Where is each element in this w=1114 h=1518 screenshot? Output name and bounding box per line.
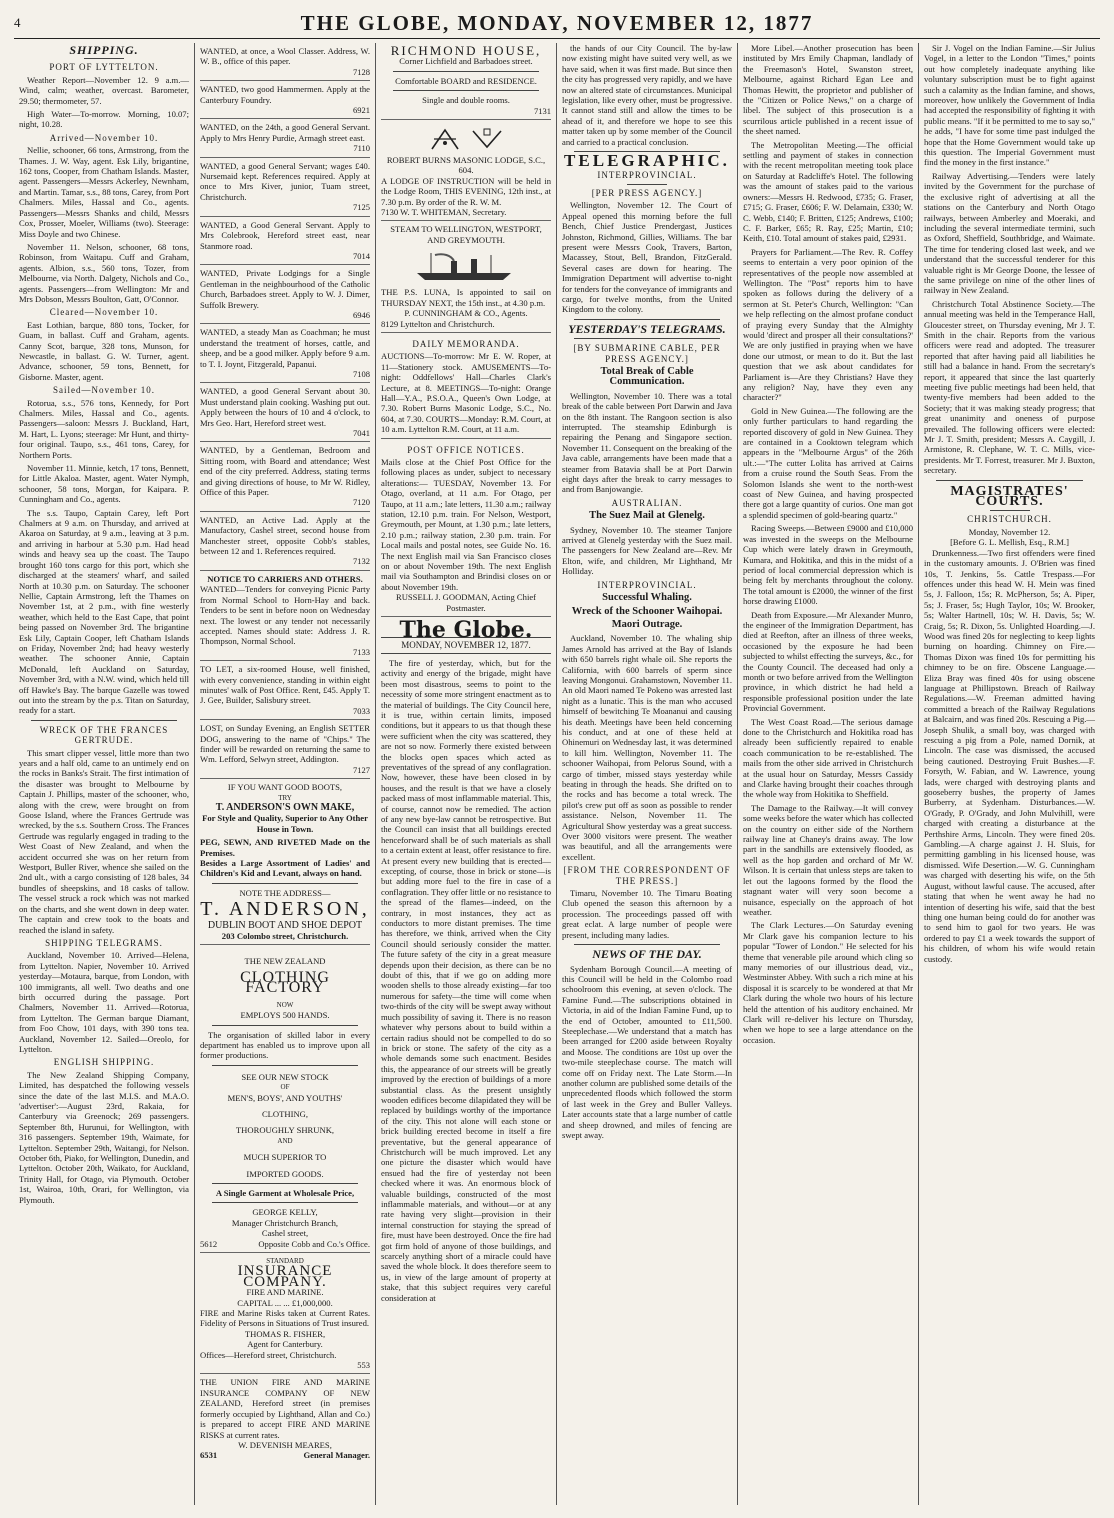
ad-union-insurance: THE UNION FIRE AND MARINE INSURANCE COMPANY OF NEW ZEALAND, Hereford street (in premises formerly occupied by Lighthand, Allan and Co.) is prepared to accept FIRE AND MARINE RISKS at current rates. W. DEVENISH MEARES, 6531 General Manager. [200,1377,370,1461]
cable-break-article: Wellington, November 10. There was a total break of the cable between Port Darwin and Java on the 8th instant. The Rangoon section is also interrupted. The steamship Edinburgh is repairing the Penang and Singapore section. November 11. Consequent on the breaking of the Java cable, arrangements have been made that a steamer from Batavia shall be at Port Darwin eight days after the break to carry messages to and from Banjowangie. [562,390,732,495]
column-news [738,43,919,1505]
ad-lost-dog: LOST, on Sunday Evening, an English SETTER DOG, answering to the name of "Chips." The finder will be rewarded on returning the same to Wm. Lefford, Selwyn street, Addington. 7127 [200,720,370,779]
english-shipping: The New Zealand Shipping Company, Limited, has despatched the following vessels since the date of the last M.I.S. and M.A.O. 'advertiser':—August 23rd, Rakaia, for Canterbury via Greenock; 269 passengers. September 8th, Hurunui, for Wellington, with 316 passengers. September 19th, Waimate, for Lyttelton. September 29th, Waitangi, for Nelson. October 6th, Piako, for Wellington, Dunedin, and Lyttelton. October 20th, Waikato, for Auckland, Trinity Hall, for Otago, via Plymouth. October 1st, Wairoa, 10th, Orari, for Wellington, via Plymouth. [19,1069,189,1205]
page-title: THE GLOBE, MONDAY, NOVEMBER 12, 1877 [300,10,814,35]
column-shipping [14,43,195,1505]
ad-servant: WANTED, a Good General Servant. Apply to Mrs Colebrook, Hereford street east, near Stanmore road. 7014 [200,217,370,266]
arrivals-nov11: November 11. Nelson, schooner, 68 tons, Robinson, from Waitapu. Cuff and Graham, agents. Albion, s.s., 560 tons, Tozer, from Melbourne, via North. Dalgety, Nichols and Co., agents. Passengers—from Wellington: Mr and Mrs Dobson, Messrs Boulton, Gatt, O'Connor. [19,241,189,304]
ad-standard-insurance: STANDARD INSURANCE COMPANY. FIRE AND MARINE. CAPITAL ... ... £1,000,000. FIRE and Marine Risks taken at Current Rates. Fidelity of Persons in Situations of Trust insured. THOMAS R. FISHER, Agent for Canterbury. Offices—Hereford street, Christchurch. 553 [200,1253,370,1374]
section-heading: SHIPPING. [69,43,139,57]
yesterdays-telegrams-heading: YESTERDAY'S TELEGRAMS. [568,321,726,336]
steamship-icon [411,249,521,283]
ad-clothing-factory: THE NEW ZEALAND CLOTHING FACTORY NOW EMPLOYS 500 HANDS. The organisation of skilled labor in every department has enabled us to improve upon all former productions. SEE OUR NEW STOCK OF MEN'S, BOYS', AND YOUTHS' CLOTHING, THOROUGHLY SHRUNK, AND MUCH SUPERIOR TO IMPORTED GOODS. A Single Garment at Wholesale Price, GEORGE KELLY, Manager Christchurch Branch, Cashel street, 5612 Opposite Cobb and Co.'s Office. [200,945,370,1253]
maori-outrage-article: Auckland, November 10. The whaling ship James Arnold has arrived at the Bay of Islands with 650 barrels right whale oil. She reports the California, with 600 barrels of sperm since leaving Mongonui. Grahamstown, November 11. An old Maori named Te Pokeno was arrested last night as a lunatic. This is the man who accused himself of bewitching Te Moananui and causing his death. Meetings have been held concerning his conduct, and at one of these held at Ohinemuri on Wednesday last, it was determined to kill him. Wellington, November 11. The schooner Waihopai, from Pelorus Sound, with a cargo of timber, missed stays yesterday while beating in through the heads. She drifted on to the rocks and has become a total wreck. The pilot's crew put off as soon as possible to render assistance. Nelson, November 11. The Agricultural Show yesterday was a great success. Over 3000 visitors were present. The weather was beautiful, and all the arrangements were excellent. [562,633,732,862]
court-reports: Drunkenness.—Two first offenders were fined in the customary amounts. J. O'Brien was fined 10s, T. Jenkins, 5s. Cattle Trespass.—For offences under this head W. H. Mein was fined 5s, J. Falloon, 15s; R. McPherson, 5s; A. Piper, 5s; J. Fraser, 5s; Hugh Taylor, 10s; W. Brooker, 5s; Walter Hartnell, 10s; W. H. Davis, 5s; W. Craig, 5s; R. Dixon, 5s. Unlighted Hoarding.—J. Wood was fined 20s for neglecting to keep lights burning on hoarding. Chimney on Fire.—Thomas Dixon was fined 10s for permitting his chimney to be on fire. Obscene Language.—Eliza Bray was fined 40s for using obscene language at Phillipstown. Breach of Railway Regulations.—W. Freeman admitted having committed a breach of the Railway Regulations at Balcairn, and was fined 20s. Rescuing a Pig.—Joseph Shulik, a small boy, was charged with rescuing a pig from a Pole, named Dornik, at Lincoln. The case was dismissed, the accused being cautioned. Destroying Fruit Bushes.—F. Forsyth, W. Fabian, and W. Lawrence, young lads, were charged with destroying plants and gooseberry bushes, the property of James Burberry, at Sydenham. Disturbances.—W. O'Grady, P. O'Grady, and John Mulvihill, were charged with creating a disturbance at the Perthshire Arms, Lincoln. They were fined 20s. Gambling.—A charge against J. H. Sluis, for permitting gambling in his licensed house, was dismissed. Wife Desertion.—W. G. Cunningham was charged with deserting his wife, on the 5th August, without lawful cause. The accused, after stating that when he went away he had no intention of deserting his wife, said that the best thing one human being could do for another was to send him to gaol for two years. He was ordered to pay £1 a week towards the support of his children, of whom his wife would retain custody. [924,547,1095,964]
ad-masonic-lodge: ROBERT BURNS MASONIC LODGE, S.C., 604. A LODGE OF INSTRUCTION will be held in the Lodge Room, THIS EVENING, 12th inst., at 7.30 p.m. By order of the R. W. M. 7130 W. T. WHITEMAN, Secretary. [381,120,551,221]
news-item: The Damage to the Railway.—It will convey some weeks before the water which has collected on the country on either side of the Northern railway line at Chaney's drains away. The low part in the sandhills are extensively flooded, as well as the hop garden and orchard of Mr W. Wilson. It is certain that unless steps are taken to let out the lagoons formed by the flood the stagnant water will very soon become a nuisance, especially on the approach of hot weather. [743,802,913,917]
ad-steamer-luna: STEAM TO WELLINGTON, WESTPORT, AND GREYMOUTH. THE P.S. LUNA, Is appointed to sail on THURSDAY NEXT, the 15th inst., at 4.30 p.m. P. CUNNINGHAM & CO., Agents. 8129 Lyttelton and Christchurch. [381,221,551,332]
magistrates-courts-heading: MAGISTRATES' COURTS. [950,483,1069,510]
subheading: Sailed—November 10. [53,385,155,396]
news-item: Racing Sweeps.—Between £9000 and £10,000 was invested in the sweeps on the Melbourne Cup which were lately drawn in Greymouth, Kumara, and Hokitika, and this in the midst of a period of local commercial depression which is being felt by merchants throughout the colony. The total amount is £2000, the winner of the first horse drawing £1000. [743,523,913,607]
news-item: The Clark Lectures.—On Saturday evening Mr Clark gave his companion lecture to his popular "Tower of London." He selected for his theme that venerable pile around which cling so many memories of our illustrious dead, viz., Westminster Abbey. With such a rich mine at his disposal it is scarcely to be wondered at that Mr Clark during the whole two hours of his lecture held the attention of his auditory enchained. Mr Clark will re-deliver his lecture on Thursday, when we hope to see a large attendance on the occasion. [743,920,913,1045]
column-editorial [376,43,557,1505]
news-item: Death from Exposure.—Mr Alexander Munro, the engineer of the Immigration Department, has died at Reefton, after an illness of three weeks, occasioned by the exposure he had been subjected to whilst effecting the surveys, &c., for the County Council. The deceased had only a month or two before arrived from the Wellington province, in which district he had held a responsible professional position under the late Provincial Government. [743,609,913,714]
subheading: WRECK OF THE FRANCES GERTRUDE. [39,724,169,746]
ad-carriers-notice: NOTICE TO CARRIERS AND OTHERS. WANTED—Tenders for conveying Picnic Party from Normal School to Horn-Hay and back. Tenders to be sent in before noon on Wednesday next. The lowest or any tender not necessarily accepted. Names should state: Address J. R. Thompson, Normal School. 7133 [200,571,370,661]
masthead [14,8,1100,39]
ad-to-let: TO LET, a six-roomed House, well finished, with every convenience, standing in within eight minutes' walk of Post Office. Rent, £45. Apply T. J. Gee, Builder, Salisbury street. 7033 [200,661,370,720]
post-office-notices: POST OFFICE NOTICES. Mails close at the Chief Post Office for the following places as under, subject to necessary alterations:— TUESDAY, November 13. For Otago, overland, at 11 a.m. For Otago, per Taupo, at 11 a.m.; late letters, 11.30 a.m.; railway station, 12.10 p.m. train. For Nelson, Westport, Greymouth, per Mount, at 1.30 p.m.; late letters, 2.10 p.m.; railway station, 2.30 p.m. train. For Local mails and postal notes, see Guide No. 16. The next English mail via San Francisco closes on or about November 19th. The next English mail via Southampton and Brindisi closes on or about November 19th. RUSSELL J. GOODMAN, Acting Chief Postmaster. [381,439,551,618]
columns [14,43,1100,1505]
wreck-article: This smart clipper vessel, little more than two years and a half old, came to an untimely end on the rocks in Banks's Strait. The first intimation of the disaster was brought to Melbourne by Captain J. Phillips, master of the schooner, who, along with the crew, were brought on from Goose Island, where the Frances Gertrude was wrecked, by the s.s. Southern Cross. The Frances Gertrude was regularly engaged in trading to the West Coast of New Zealand, and when the accident occurred she was on her return from Westport, Buller River, whence she sailed on the 2nd ult., with a cargo consisting of 128 bales, 34 bundles of sheepskins, and 18 casks of tallow. The vessel struck a rock which was not marked on the charts, and she went down in deep water. The captain and crew took to the boats and reached the island in safety. [19,747,189,935]
ad-servant: WANTED, a good General Servant; wages £40. Nursemaid kept. References required. Apply at once to Mrs Kiver, junior, Tuam street, Christchurch. 7125 [200,158,370,217]
news-item: The Metropolitan Meeting.—The official settling and payment of stakes in connection with the recent metropolitan meeting took place on Saturday at Radcliffe's Hotel. The following was the amount of stakes paid to the various owners:—Messrs H. Redwood, £735; G. Fraser, £715; G. Fraser, £606; F. W. Delamain, £330; W. C. Webb, £140; F. Britten, £125; Andrews, £100; C. F. Barker, £65; R. Ray, £25; Martin, £10; Keith, £10. Total amount of stakes paid, £2931. [743,139,913,244]
subheading: ENGLISH SHIPPING. [53,1057,155,1068]
subheading: SHIPPING TELEGRAMS. [45,937,163,948]
ad-lodgings: WANTED, Private Lodgings for a Single Gentleman in the neighbourhood of the Catholic Church, Barbadoes street. Apply to W. J. Dimer, Suffolk Brewery. 6946 [200,265,370,324]
timaru-article: Timaru, November 10. The Timaru Boating Club opened the season this afternoon by a procession. The proceedings passed off with great eclat. A large number of people were present, including many ladies. [562,888,732,940]
news-item: The West Coast Road.—The serious damage done to the Christchurch and Hokitika road has already been sufficiently repaired to enable coach communication to be re-established. The mails from the other side arrived in Christchurch at the usual hour on Saturday, Messrs Cassidy and Clarke having brought their coaches through the whole way from Hokitika to Sheffield. [743,716,913,800]
page-number: 4 [14,15,21,30]
column-courts: Sir J. Vogel on the Indian Famine.—Sir Julius Vogel, in a letter to the London "Times," points out how completely inadequate anything like voluntary subscription must be to fight against such a calamity as the Indian famine, and shows, moreover, how unlikely the Government of India had accepted the responsibility of fighting it with public means. "If it be permitted to me to say so," he adds, "I have for some time past indulged the hope that the Home Government would take up this question. The Imperial Government must find the money in the first instance." Railway Advertising.—Tenders were lately invited by the Government for the purchase of the exclusive right of advertising at all the stations on the Canterbury and North Otago railways, between Amberley and Moeraki, and including the several intermediate termini, such as Oxford, Sheffield, Southbridge, and Waimate. The time for tendering closed last week, and we understand that the successful tenderer for this valuable right is Mr George Doone, the lessee of the same privilege on nine of the other lines of railway in New Zealand. Christchurch Total Abstinence Society.—The annual meeting was held in the Temperance Hall, Gloucester street, on Thursday evening, Mr J. T. Smith in the chair. Reports from the various officers were read and adopted. The treasurer reported that after having paid all liabilities he still had a balance in hand. From the secretary's report, it appeared that since the last quarterly meeting five public meetings had been held, that twenty-five members had been added to the Society; that it was making steady progress; that great unanimity and oneness of purpose prevailed. The following officers were elected: Mr J. T. Smith, president; Messrs A. Caygill, J. Armistone, R. Clephane, W. T. C. Mills, vice-presidents. Mr T. Forrest, treasurer. Mr J. Buxton, secretary. MAGISTRATES' COURTS. CHRISTCHURCH. Monday, November 12. [Before G. L. Mellish, Esq., R.M.] Drunkenness.—Two first offenders were fined in the customary amounts. J. O'Brien was fined 10s, T. Jenkins, 5s. Cattle Trespass.—For offences under this head W. H. Mein was fined 5s, J. Falloon, 15s; R. McPherson, 5s; A. Piper, 5s; J. Fraser, 5s; Hugh Taylor, 10s; W. Brooker, 5s; Walter Hartnell, 10s; W. H. Davis, 5s; W. Craig, 5s; R. Dixon, 5s. Unlighted Hoarding.—J. Wood was fined 20s for neglecting to keep lights burning on hoarding. Chimney on Fire.—Thomas Dixon was fined 10s for permitting his chimney to be on fire. Obscene Language.—Eliza Bray was fined 40s for using obscene language at Phillipstown. Breach of Railway Regulations.—W. Freeman admitted having committed a breach of the Railway Regulations at Balcairn, and was fined 20s. Rescuing a Pig.—Joseph Shulik, a small boy, was charged with rescuing a pig from a Pole, named Dornik, at Lincoln. The case was dismissed, the accused being cautioned. Destroying Fruit Bushes.—F. Forsyth, W. Fabian, and W. Lawrence, young lads, were charged with destroying plants and gooseberry bushes, the property of James Burberry, at Sydenham. Disturbances.—W. O'Grady, P. O'Grady, and John Mulvihill, were charged with creating a disturbance at the Perthshire Arms, Lincoln. They were fined 20s. Gambling.—A charge against J. H. Sluis, for permitting gambling in his licensed house, was dismissed. Wife Desertion.—W. G. Cunningham was charged with deserting his wife, on the 5th August, without lawful cause. The accused, after stating that when he went away he had no intention of deserting his wife, said that the best thing one human being could do for another was to send him to gaol for two years. He was ordered to pay £1 a week towards the support of his children, of whom his wife would retain custody. [924,43,1095,964]
wellington-telegram: Wellington, November 12. The Court of Appeal opened this morning before the full Bench, Chief Justice Prendergast, Justices Johnston, Richmond, Gillies, Williams. The bar present were Messrs Cook, Travers, Barton, Macassey, Stout, Bell, Brandon, FitzGerald. Several cases are down for hearing. The Immigration Department will advertise to-night for tenders for the conveyance of immigrants and cargo, for twelve months, from the United Kingdom to the colony. [562,200,732,315]
arrivals: Nellie, schooner, 66 tons, Armstrong, from the Thames. J. W. Way, agent. Esk Lily, brigantine, 162 tons, Cooper, from Chatham Islands. Master, agent. Passengers—Messrs Ackerley, Newnham, and Martin. Tamar, s.s., 88 tons, Carey, from Port Chalmers. Miles, Hassal and Co., agents. Passengers—Messrs Shanks and child, Messrs Cox, Prosser, Moeler, Williams (two). Steerage: Miss Doyle and two Chinese. [19,145,189,239]
telegraphic-heading: TELEGRAPHIC. [564,151,730,171]
ad-active-lad: WANTED, an Active Lad. Apply at the Manufactory, Cashel street, second house from Manchester street, opposite Cobb's stables, between 12 and 1. References required. 7132 [200,512,370,571]
ad-hammermen: WANTED, two good Hammermen. Apply at the Canterbury Foundry. 6921 [200,81,370,119]
ad-servant: WANTED, on the 24th, a good General Servant. Apply to Mrs Henry Purdie, Armagh street east. 7110 [200,119,370,157]
news-items: Sydenham Borough Council.—A meeting of this Council will be held in the Colombo road schoolroom this evening, at seven o'clock. The Famine Fund.—The subscriptions obtained in Victoria, in aid of the Indian Famine Fund, up to the end of October, amounted to £11,500. Steeplechase.—We understand that a match has been arranged for £200 aside between Royalty and Moose. The conditions are 10st up over the two-mile steeplechase course. The match will come off on Friday next. The Late Storm.—In another column are published some details of the unprecedented floods which followed the storm of last week in the Grey and Buller Valleys. Later accounts state that a large number of cattle and sheep drowned, and miles of fencing are swept away. [562,963,732,1140]
subheading: Arrived—November 10. [49,132,159,143]
ad-coachman: WANTED, a steady Man as Coachman; he must understand the treatment of horses, cattle, and sheep, and be a good milker. Apply before 9 a.m. to T. I. Joynt, Fitzgerald, Papanui. 7108 [200,324,370,383]
subheading: PORT OF LYTTELTON. [49,62,159,73]
ad-wool-classer: WANTED, at once, a Wool Classer. Address, W. W. B., office of this paper. 7128 [200,43,370,81]
news-item: Gold in New Guinea.—The following are the only further particulars to hand regarding the reported discovery of gold in New Guinea. They are contained in a Cooktown telegram which appears in the "Melbourne Argus" of the 26th ult.:—"The cutter Lolita has arrived at Cairns from a cruise round the South Seas. From the Solomon Islands she went to the north-west coast of New Guinea, and having prospected there got a large quantity of curios. One man got a splendid specimen of gold-bearing quartz." [743,405,913,520]
dateline: MONDAY, NOVEMBER 12, 1877. [381,637,551,653]
news-of-the-day-heading: NEWS OF THE DAY. [592,947,702,962]
suez-mail-article: Sydney, November 10. The steamer Tanjore arrived at Glenelg yesterday with the Suez mail. The passengers for New Zealand are—Rev. Mr Elton, wife, and children, Mr Lighthand, Mr Holliday. [562,524,732,577]
masonic-emblem-icon [381,127,551,151]
column-advertisements [195,43,376,1505]
shipping-news: The s.s. Taupo, Captain Carey, left Port Chalmers at 9 a.m. on Thursday, and arrived at Akaroa on Saturday, at 9 a.m., leaving at 3 p.m. and arriving in harbour at 5.30 p.m. Had head winds and heavy sea up the coast. The Taupo brought 160 tons cargo for this port, which she discharged at the steamers' wharf, and sailed North at 10.30 p.m. on Saturday. The schooner Nellie, Captain Armstrong, left the Thames on November 1st, at 2 p.m., with fine westerly weather, which held to the East Cape, that point being passed on November 3rd. The brigantine Esk Lily, Captain Cooper, left Chatham Islands on Friday, November 2nd; had heavy westerly weather. The schooner Annie, Captain McDonald, left Auckland on Saturday, November 3rd, with a N.W. wind, which held till off Hawke's Bay. The barque Gazelle was towed out into the stream by the p.s. Titan on Saturday, ready for a start. [19,507,189,716]
news-item: Railway Advertising.—Tenders were lately invited by the Government for the purchase of the exclusive right of advertising at all the stations on the Canterbury and North Otago railways, between Amberley and Moeraki, and including the several intermediate termini, such as Oxford, Sheffield, Southbridge, and Waimate. The time for tendering closed last week, and we understand that the successful tenderer for this valuable right is Mr George Doone, the lessee of the same privilege on nine of the other lines of railway in New Zealand. [924,170,1095,296]
daily-memoranda: DAILY MEMORANDA. AUCTIONS—To-morrow: Mr E. W. Roper, at 11—Stationery stock. AMUSEMENTS—To-night: Oddfellows' Hall—Charles Clark's Lecture, at 8. MEETINGS—To-night: Orange Hall—Y.A., P.S.O.A., Queen's Own Lodge, at 7.30. Robert Burns Masonic Lodge, S.C., No. 604, at 7.30. COURTS—Monday: R.M. Court, at 10 a.m. Lyttelton R.M. Court, at 11 a.m. [381,333,551,439]
news-item: More Libel.—Another prosecution has been instituted by Mrs Emily Chapman, landlady of the Freemason's Hotel, Swanston street, Melbourne, against Richard Egan Lee and Thomas Hewitt, the proprietor and publisher of the "Citizen or Police News," on a charge of libel. The subject of this prosecution is a scurrilous article published in a recent issue of the sheet named. [743,43,913,137]
news-item: Sir J. Vogel on the Indian Famine.—Sir Julius Vogel, in a letter to the London "Times," points out how completely inadequate anything like voluntary subscription must be to fight against such a calamity as the Indian famine, and shows, moreover, how unlikely the Government of India had accepted the responsibility of fighting it with public means. "If it be permitted to me to say so," he adds, "I have for some time past indulged the hope that the Home Government would take up this question. The Imperial Government must find the money in the first instance." [924,43,1095,168]
weather-report: Weather Report—November 12. 9 a.m.—Wind, calm; weather, overcast. Barometer, 29.50; thermometer, 57. [19,74,189,106]
high-water: High Water—To-morrow. Morning, 10.07; night, 10.28. [19,109,189,130]
sailed: Rotorua, s.s., 576 tons, Kennedy, for Port Chalmers. Miles, Hassal and Co., agents. Passengers—saloon: Messrs J. Buckland, Hart, M. Hart, L. Lyons; steerage: Mr Hunt, and thirty-four original. Taupo, s.s., 461 tons, Carey, for Northern Ports. [19,397,189,460]
ad-servant: WANTED, a good General Servant about 30. Must understand plain cooking. Washing put out. Apply between the hours of 10 and 4 o'clock, to Mrs Geo. Hart, Hereford street west. 7041 [200,383,370,442]
sailed-nov11: November 11. Minnie, ketch, 17 tons, Bennett, for Little Akaloa. Master, agent. Water Nymph, schooner, 58 tons, Morgan, for Kaipara. P. Cunningham and Co., agents. [19,463,189,505]
subheading: Cleared—November 10. [49,307,159,318]
anderson-name: T. ANDERSON, [200,898,370,921]
news-item: Prayers for Parliament.—The Rev. R. Coffey seems to entertain a very poor opinion of the representatives of the people now assembled at Wellington. The "Post" reports him to have spoken as follows during the delivery of a sermon at St. Peter's Church, Wellington: "Can we help reflecting on the almost profane conduct of praying every Sunday that the Almighty would 'direct and prosper all their consultations?' We are only justified in praying when we have done our utmost, or mean to do it. But the last question that we ask about candidates for Parliament is—Are they Christians? Have they any religion? Nay, have they even any character?" [743,246,913,403]
column-telegraphic: the hands of our City Council. The by-law now existing might have suited very well, as we have said, when it was first made. But since then the city has progressed very rapidly, and we have now an altered state of circumstances. Municipal legislation, like every other, must be progressive. It cannot stand still and allow the times to be ahead of it, and therefore we hope to see this matter taken up by some member of the Council and carried to a practical conclusion. TELEGRAPHIC. INTERPROVINCIAL. [PER PRESS AGENCY.] Wellington, November 12. The Court of Appeal opened this morning before the full Bench, Chief Justice Prendergast, Justices Johnston, Richmond, Gillies, Williams. The bar present were Messrs Cook, Travers, Barton, Macassey, Stout, Bell, Brandon, FitzGerald. Several cases are down for hearing. The Immigration Department will advertise to-night for tenders for the conveyance of immigrants and cargo, for twelve months, from the United Kingdom to the colony. YESTERDAY'S TELEGRAMS. [BY SUBMARINE CABLE, PER PRESS AGENCY.] Total Break of Cable Communication. Wellington, November 10. There was a total break of the cable between Port Darwin and Java on the 8th instant. The Rangoon section is also interrupted. The steamship Edinburgh is repairing the Penang and Singapore section. November 11. Consequent on the breaking of the Java cable, arrangements have been made that a steamer from Batavia shall be at Port Darwin eight days after the break to carry messages to and from Banjowangie. AUSTRALIAN. The Suez Mail at Glenelg. Sydney, November 10. The steamer Tanjore arrived at Glenelg yesterday with the Suez mail. The passengers for New Zealand are—Rev. Mr Elton, wife, and children, Mr Lighthand, Mr Holliday. INTERPROVINCIAL. Successful Whaling. Wreck of the Schooner Waihopai. Maori Outrage. Auckland, November 10. The whaling ship James Arnold has arrived at the Bay of Islands with 650 barrels right whale oil. She reports the California, with 600 barrels of sperm since leaving Mongonui. Grahamstown, November 11. An old Maori named Te Pokeno was arrested last night as a lunatic. This is the man who accused himself of bewitching Te Moananui and causing his death. Meetings have been held concerning his conduct, and at one of these held at Ohinemuri on Wednesday last, it was determined to kill him. Wellington, November 11. The schooner Waihopai, from Pelorus Sound, with a cargo of timber, missed stays yesterday while beating in through the heads. She drifted on to the rocks and has become a total wreck. The pilot's crew put off as soon as possible to render assistance. Nelson, November 11. The Agricultural Show yesterday was a great success. Over 3000 visitors were present. The weather was beautiful, and all the arrangements were excellent. [FROM THE CORRESPONDENT OF THE PRESS.] Timaru, November 10. The Timaru Boating Club opened the season this afternoon by a procession. The proceedings passed off with great eclat. A large number of people were present, including many ladies. NEWS OF THE DAY. Sydenham Borough Council.—A meeting of this Council will be held in the Colombo road schoolroom this evening, at seven o'clock. The Famine Fund.—The subscriptions obtained in Victoria, in aid of the Indian Famine Fund, up to the end of October, amounted to £11,500. Steeplechase.—We understand that a match has been arranged for £200 aside between Royalty and Moose. The conditions are 10st up over the two-mile steeplechase course. The match will come off on Friday next. The Late Storm.—In another column are published some details of the unprecedented floods which followed the storm of last week in the Grey and Buller Valleys. Later accounts state that a large number of cattle and sheep drowned, and miles of fencing are swept away. [557,43,738,1505]
editorial-continued: the hands of our City Council. The by-law now existing might have suited very well, as we have said, when it was first made. But since then the city has progressed very rapidly, and we have now an altered state of circumstances. Municipal legislation, like every other, must be progressive. It cannot stand still and allow the times to be ahead of it, and therefore we hope to see this matter taken up by some member of the Council and carried to a practical conclusion. [562,43,732,147]
news-item: Christchurch Total Abstinence Society.—The annual meeting was held in the Temperance Hall, Gloucester street, on Thursday evening, Mr J. T. Smith in the chair. Reports from the various officers were read and adopted. The treasurer reported that after having paid all liabilities he still had a balance in hand. From the secretary's report, it appeared that since the last quarterly meeting five public meetings had been held, that twenty-five members had been added to the Society; that it was making steady progress; that great unanimity and oneness of purpose prevailed. The following officers were elected: Mr J. T. Smith, president; Messrs A. Caygill, J. Armistone, R. Clephane, W. T. C. Mills, vice-presidents. Mr T. Forrest, treasurer. Mr J. Buxton, secretary. [924,298,1095,476]
ad-bedroom: WANTED, by a Gentleman, Bedroom and Sitting room, with Board and attendance; West end of the city preferred. Address, stating terms and giving directions of house, to Mr W. Ridley, Office of this Paper. 7120 [200,442,370,511]
editorial-article: The fire of yesterday, which, but for the activity and energy of the brigade, might have been most disastrous, seems to point to the necessity of some more stringent enactment as to the material of buildings. The City Council here, it is true, within certain limits, imposed conditions, but it appears to us that though these were sufficient when the city was scattered, they are not so now. Formerly there existed between the blocks open spaces which acted as preventatives of the spread of any conflagration. Now, however, these have been closed in by houses, and the result is that we have a closely packed mass of most inflammable material. This, of course, cannot now be remedied. The action of any new bye-law cannot be retrospective. But the Council can insist that all buildings erected henceforward shall be of such materials as shall to a certain extent at least, offer resistance to fire. At present every new building that is erected—excepting, of course, those in brick or stone—is but adding more fuel to the fire in case of a conflagration. They offer little or no resistance to the spread of the flames—indeed, on the contrary, in most instances, they act as conductors to more distant premises. The time has therefore, we think, arrived when the City Council should seriously consider the matter. The future safety of the city in a great measure depends upon their decision, as there can be no doubt of this, that if we go on adding more wooden shells to those already existing—far too numerous for safety—the time will come when two-thirds of the city will be swept away without much possibility of saving it. There is no reason whatever why persons about to build within a certain radius should not be compelled to do so in brick or stone. The safety of the city as a whole demands some such enactment. Besides this, the appearance of our streets will be greatly improved by the erection of buildings of a more substantial class. As the present unsightly wooden edifices become dilapidated they will be replaced by buildings worthy of the importance of the city. This not alone will each stone or brick building erected become in itself a fire preventative, but the general appearance of Christchurch will be much improved. Let any one picture the disaster which would have ensued had the fire of yesterday not been checked where it was. An enormous block of valuable buildings, constructed of the most inflammable materials, and without—or at any rate having very slight—provision in their internal construction for staying the spread of fire, must have been destroyed. Once the fire had got firm hold of anyone of those buildings, and scarcely anything short of a miracle could have saved the whole block. It does therefore seem to us, in view of the large amount of property at stake, that this subject requires very careful consideration at [381,657,551,1303]
ad-richmond-house: RICHMOND HOUSE, Corner Lichfield and Barbadoes street. Comfortable BOARD and RESIDENCE. Single and double rooms. 7131 [381,43,551,120]
cleared: East Lothian, barque, 880 tons, Tocker, for Guam, in ballast. Cuff and Graham, agents. Canny Scot, barque, 328 tons, Munson, for Newcastle, in ballast. G. W. Turner, agent. Advance, schooner, 59 tons, Bennett, for Gisborne. Master, agent. [19,319,189,382]
ad-anderson-boots: IF YOU WANT GOOD BOOTS, TRY T. ANDERSON'S OWN MAKE, For Style and Quality, Superior to Any Other House in Town. PEG, SEWN, AND RIVETED Made on the Premises. Besides a Large Assortment of Ladies' and Children's Kid and Levant, always on hand. NOTE THE ADDRESS— T. ANDERSON, DUBLIN BOOT AND SHOE DEPOT 203 Colombo street, Christchurch. [200,779,370,945]
shipping-telegrams: Auckland, November 10. Arrived—Helena, from Lyttelton. Napier, November 10. Arrived yesterday—Motaura, barque, from London, with 100 immigrants, all well. Two deaths and one birth occurred during the passage. Port Chalmers, November 11. Arrived—Rotorua, from Lyttelton. The German barque Diamant, from Foo Chow, 101 days, with 390 tons tea. Auckland, November 12. Sailed—Oreolo, for Lyttelton. [19,950,189,1054]
newspaper-nameplate: The Globe. [399,617,533,644]
